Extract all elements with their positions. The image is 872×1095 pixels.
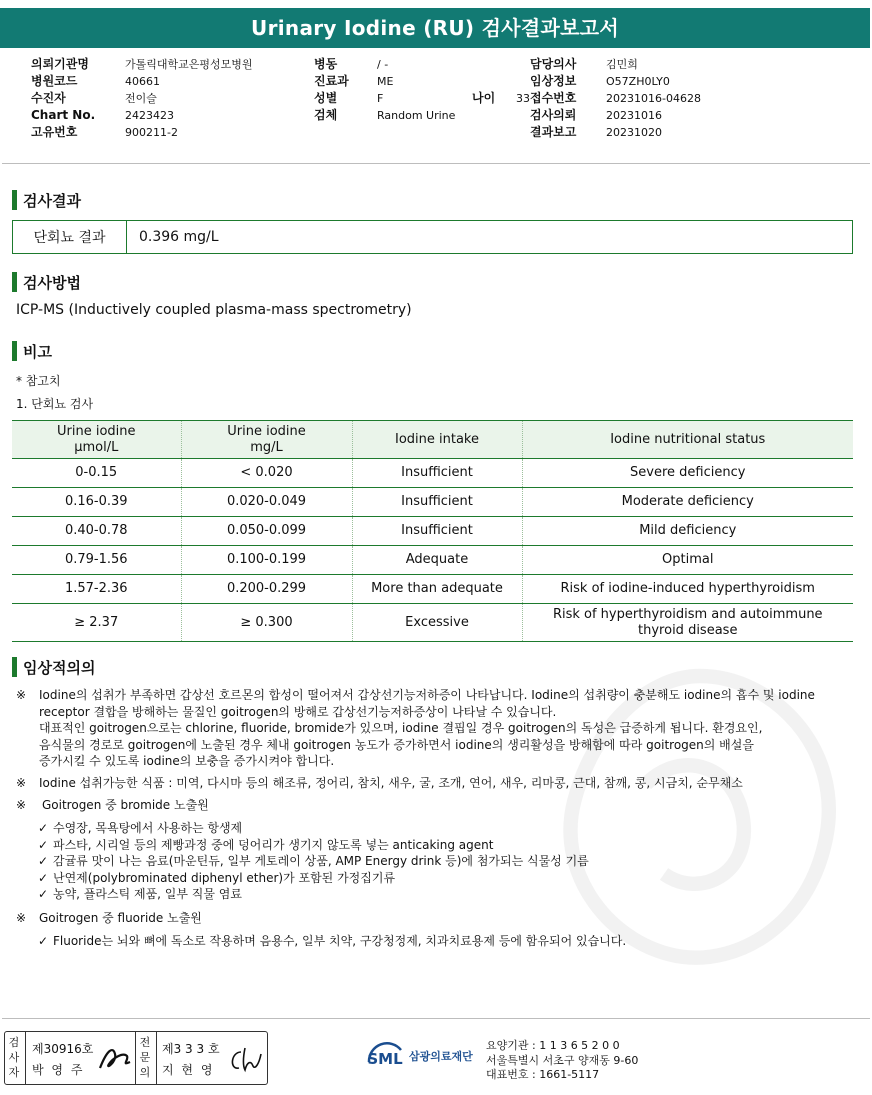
info-column-2 [314,56,530,124]
list-item: ✓ Fluoride는 뇌와 뼈에 독소로 작용하며 음용수, 일부 치약, 구강청정제, 치과치료용제 등에 함유되어 있습니다. [38,934,627,948]
list-item: ✓ 난연제(polybrominated diphenyl ether)가 포함된 가정집기류 [38,870,396,885]
section-bar [12,272,17,292]
list-item: ✓ 파스타, 시리얼 등의 제빵과정 중에 덩어리가 생기지 않도록 넣는 anticaking agent [38,837,494,852]
info-label: 수진자 [31,91,66,105]
info-row [31,107,253,124]
method-text: ICP-MS (Inductively coupled plasma-mass spectrometry) [16,302,412,318]
paragraph-line: Iodine의 섭취가 부족하면 갑상선 호르몬의 합성이 떨어져서 갑상선기능저하증이 나타납니다. Iodine의 섭취량이 충분해도 iodine의 흡수 및 iodine [39,688,815,702]
result-box [12,220,853,254]
info-value: 20231020 [606,126,662,139]
examiner-label: 검 사 자 [8,1036,20,1079]
paragraph-line: 대표적인 goitrogen으로는 chlorine, fluoride, bromide가 있으며, iodine 결핍일 경우 goitrogen의 독성은 급증하게 됩니다. 환경요인, [39,721,763,735]
reference-subtitle: 1. 단회뇨 검사 [16,397,94,411]
info-row [530,107,701,124]
table-cell: < 0.020 [181,459,352,488]
examiner-signature-icon [97,1042,133,1076]
svg-text:SML: SML [367,1050,403,1068]
info-label: 담당의사 [530,57,577,71]
fluoride-source-list [38,933,626,950]
contact-line: 서울특별시 서초구 양재동 9-60 [486,1053,639,1067]
table-cell: Mild deficiency [522,517,853,546]
table-cell: Insufficient [352,517,522,546]
table-cell: 0.40-0.78 [12,517,181,546]
age-value: 33 [516,92,530,105]
result-label: 단회뇨 결과 [13,221,127,253]
info-label: 접수번호 [530,91,577,105]
table-cell: 0.050-0.099 [181,517,352,546]
info-row [314,73,530,90]
column-header: Urine iodine µmol/L [12,421,181,459]
clinical-paragraph-3 [16,797,856,814]
table-cell: 0.16-0.39 [12,488,181,517]
info-value: 김민희 [606,58,638,71]
info-value: 900211-2 [125,126,178,139]
info-row [530,56,701,73]
table-row [12,517,853,546]
info-row [530,124,701,141]
info-value: 전이슬 [125,92,157,105]
table-row [12,546,853,575]
info-value: 2423423 [125,109,174,122]
list-item: ✓ 농약, 플라스틱 제품, 일부 직물 염료 [38,887,242,901]
reference-title: * 참고치 [16,374,61,388]
specialist-signature-icon [225,1044,265,1076]
section-clinical-heading [12,657,95,677]
sml-logo-icon [365,1036,405,1076]
reference-table [12,420,853,642]
info-label: 병동 [314,57,338,71]
lab-contact [486,1039,638,1083]
age-label: 나이 [472,91,496,105]
specialist-name: 지 현 영 [162,1063,215,1077]
info-row [31,124,253,141]
table-row [12,575,853,604]
section-bar [12,190,17,210]
divider [2,1018,870,1019]
info-label: 고유번호 [31,125,78,139]
divider [25,1032,26,1084]
paragraph-line: 음식물의 경로로 goitrogen에 노출된 경우 체내 goitrogen 농도가 증가하면서 iodine의 생리활성을 방해함에 따라 goitrogen의 배설을 [39,737,754,752]
note-mark: ※ [16,798,27,812]
table-cell: 0.79-1.56 [12,546,181,575]
info-label: 검사의뢰 [530,108,577,122]
divider [156,1032,157,1084]
check-icon: ✓ [38,821,49,835]
check-icon: ✓ [38,837,49,852]
table-header-row [12,421,853,459]
info-row [530,73,701,90]
info-label: 검체 [314,108,338,122]
section-title: 검사결과 [23,191,81,210]
info-label: 의뢰기관명 [31,57,89,71]
lab-logo [365,1036,473,1076]
clinical-paragraph-1 [16,687,856,770]
table-cell: ≥ 2.37 [12,604,181,642]
table-cell: ≥ 0.300 [181,604,352,642]
table-cell: 0-0.15 [12,459,181,488]
column-header: Iodine nutritional status [522,421,853,459]
table-cell: 0.200-0.299 [181,575,352,604]
info-label: 성별 [314,91,338,105]
table-cell: Insufficient [352,488,522,517]
info-value: ME [377,75,394,88]
table-cell: Adequate [352,546,522,575]
table-cell: More than adequate [352,575,522,604]
check-icon: ✓ [38,854,49,868]
paragraph-line: 증가시킬 수 있도록 iodine의 보충을 증가시켜야 합니다. [39,754,335,768]
table-row [12,459,853,488]
report-title: Urinary Iodine (RU) 검사결과보고서 [0,8,870,48]
info-label: 병원코드 [31,74,78,88]
note-mark: ※ [16,911,27,925]
info-value: / - [377,58,389,71]
check-icon: ✓ [38,887,49,901]
section-title: 검사방법 [23,273,81,292]
bromide-source-list [38,820,589,903]
section-title: 비고 [23,342,52,361]
info-label: Chart No. [31,108,96,122]
table-cell: Excessive [352,604,522,642]
table-cell: Insufficient [352,459,522,488]
paragraph-line: Iodine 섭취가능한 식품 : 미역, 다시마 등의 해조류, 정어리, 참치, 새우, 굴, 조개, 연어, 새우, 리마콩, 근대, 참깨, 콩, 시금치, 순무채소 [39,776,743,790]
note-mark: ※ [16,688,27,702]
check-icon: ✓ [38,934,49,948]
info-row [31,90,253,107]
signature-box [4,1031,268,1085]
info-row [530,90,701,107]
paragraph-line: receptor 결합을 방해하는 물질인 goitrogen의 방해로 갑상선기능저하증상이 나타날 수 있습니다. [39,704,557,719]
info-value: Random Urine [377,109,456,122]
clinical-paragraph-2 [16,775,856,792]
section-method-heading [12,272,81,292]
section-bar [12,657,17,677]
result-value: 0.396 mg/L [139,229,219,245]
info-value: O57ZH0LY0 [606,75,670,88]
paragraph-line: Goitrogen 중 fluoride 노출원 [39,911,202,925]
info-row [31,56,253,73]
info-label: 임상정보 [530,74,577,88]
table-cell: 0.020-0.049 [181,488,352,517]
note-mark: ※ [16,776,27,790]
table-row [12,604,853,642]
info-column-1 [31,56,253,141]
info-value: F [377,92,384,105]
divider [2,163,870,164]
table-cell: Risk of hyperthyroidism and autoimmune thyroid disease [522,604,853,642]
section-result-heading [12,190,81,210]
section-remarks-heading [12,341,52,361]
specialist-label: 전 문 의 [139,1036,151,1079]
table-cell: Optimal [522,546,853,575]
examiner-name: 박 영 주 [32,1063,85,1077]
examiner-license-no: 제30916호 [32,1042,94,1056]
contact-line: 대표번호 : 1661-5117 [486,1068,600,1081]
column-header: Urine iodine mg/L [181,421,352,459]
info-label: 진료과 [314,74,349,88]
info-column-3 [530,56,701,141]
info-value: 40661 [125,75,160,88]
table-cell: Severe deficiency [522,459,853,488]
contact-line: 요양기관 : 1 1 3 6 5 2 0 0 [486,1039,620,1052]
info-row [314,90,530,107]
paragraph-line: Goitrogen 중 bromide 노출원 [42,798,209,812]
list-item: ✓ 감귤류 맛이 나는 음료(마운틴듀, 일부 게토레이 상품, AMP Energy drink 등)에 첨가되는 식물성 기름 [38,854,589,868]
info-value: 가톨릭대학교은평성모병원 [125,58,253,71]
check-icon: ✓ [38,870,49,885]
table-row [12,488,853,517]
info-label: 결과보고 [530,125,577,139]
info-row [314,107,530,124]
table-cell: 0.100-0.199 [181,546,352,575]
info-value: 20231016-04628 [606,92,701,105]
info-row [314,56,530,73]
section-bar [12,341,17,361]
clinical-paragraph-4 [16,910,856,927]
table-cell: Moderate deficiency [522,488,853,517]
section-title: 임상적의의 [23,658,96,677]
table-cell: 1.57-2.36 [12,575,181,604]
lab-name: 삼광의료재단 [409,1050,473,1063]
specialist-license-no: 제3 3 3 호 [162,1042,220,1056]
info-value: 20231016 [606,109,662,122]
table-cell: Risk of iodine-induced hyperthyroidism [522,575,853,604]
info-row [31,73,253,90]
list-item: ✓ 수영장, 목욕탕에서 사용하는 항생제 [38,821,243,835]
column-header: Iodine intake [352,421,522,459]
